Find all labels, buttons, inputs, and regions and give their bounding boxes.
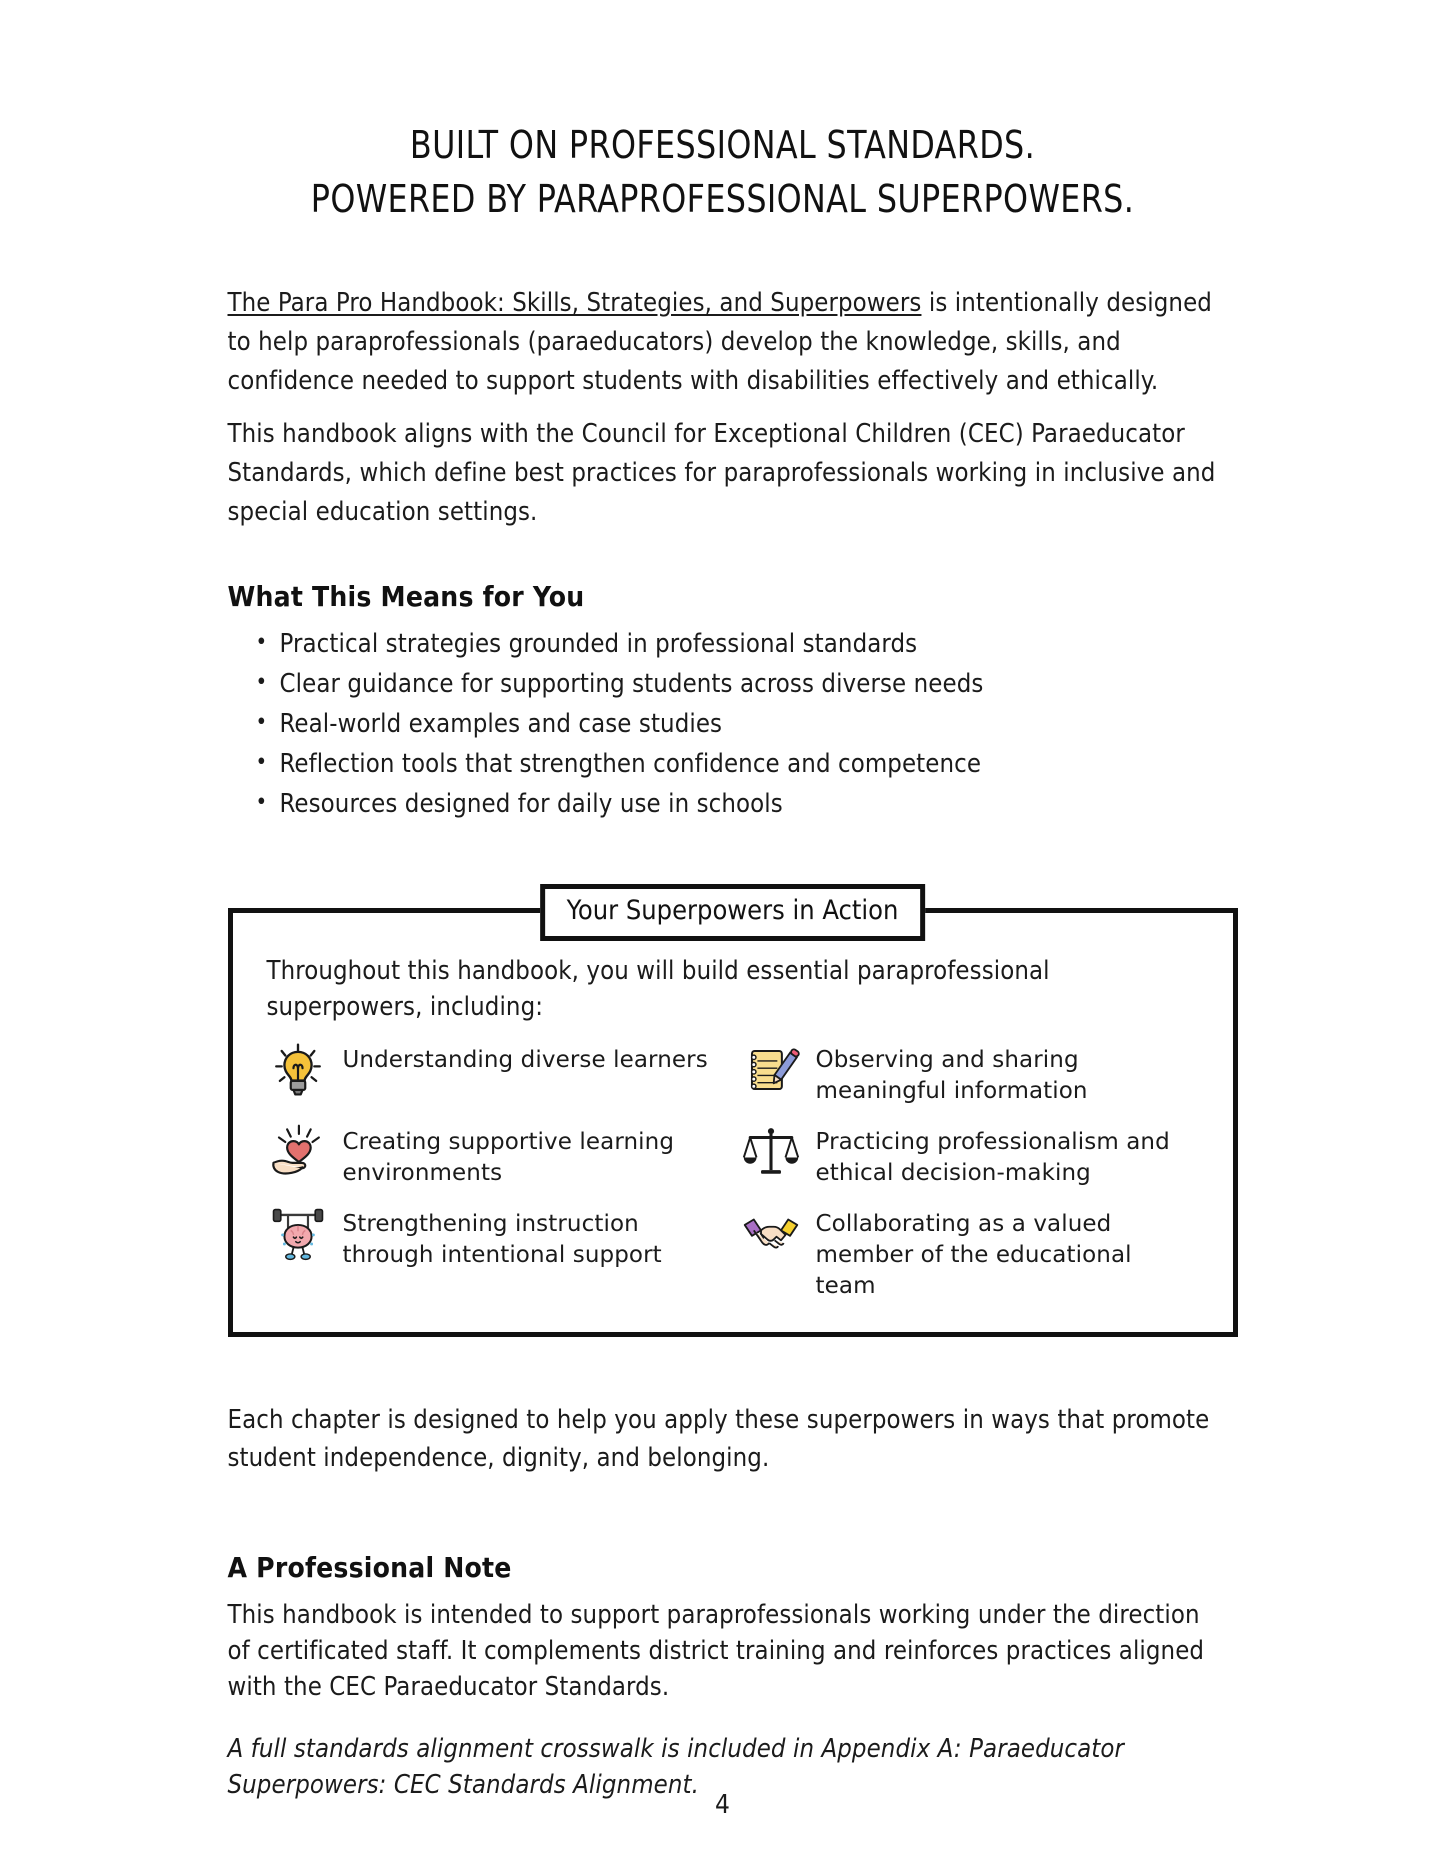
heart-hand-icon — [267, 1121, 329, 1183]
list-item: • Real-world examples and case studies — [280, 706, 1228, 742]
handshake-icon — [740, 1203, 802, 1265]
intro-paragraph-2: This handbook aligns with the Council for Exceptional Children (CEC) Paraeducator Standards, which define best practices for paraprofessionals working in inclusive and special education settings. — [227, 419, 1216, 527]
superpower-label: Understanding diverse learners — [342, 1047, 708, 1073]
intro-paragraph-1 — [228, 284, 1228, 401]
superpowers-callout — [228, 895, 1238, 1337]
superpower-item — [267, 1203, 726, 1302]
superpower-item — [267, 1121, 726, 1193]
appendix-italic-note: A full standards alignment crosswalk is included in Appendix A: Paraeducator Superpowers: CEC Standards Alignment. — [227, 1734, 1125, 1800]
lightbulb-icon — [267, 1039, 329, 1101]
superpower-item — [267, 1039, 726, 1111]
list-item: • Reflection tools that strengthen confidence and competence — [280, 746, 1228, 782]
balance-scale-icon — [740, 1121, 802, 1183]
callout-intro-text: Throughout this handbook, you will build essential paraprofessional superpowers, including: — [266, 956, 1050, 1022]
intro-paragraph-1-rest: is intentionally designed to help paraprofessionals (paraeducators) develop the knowledge, skills, and confidence needed to support students with disabilities effectively and ethically. — [227, 288, 1212, 396]
superpower-label: Observing and sharing meaningful information — [815, 1047, 1088, 1104]
brain-barbell-icon — [267, 1203, 329, 1265]
professional-note-paragraph: This handbook is intended to support paraprofessionals working under the direction of certificated staff. It complements district training and reinforces practices aligned with the CEC Paraeducator Standards. — [227, 1600, 1205, 1702]
superpower-label: Collaborating as a valued member of the educational team — [815, 1211, 1132, 1299]
list-item: • Resources designed for daily use in schools — [280, 786, 1228, 822]
page-number: 4 — [715, 1790, 730, 1820]
heading-professional-note: A Professional Note — [227, 1551, 512, 1584]
superpowers-grid — [267, 1039, 1199, 1302]
superpower-label: Strengthening instruction through intentional support — [342, 1211, 662, 1268]
heading-what-this-means: What This Means for You — [227, 580, 585, 613]
means-bullet-list — [228, 626, 1228, 822]
closing-section — [228, 1401, 1228, 1477]
callout-body — [228, 908, 1238, 1337]
notepad-pencil-icon — [740, 1039, 802, 1101]
closing-paragraph: Each chapter is designed to help you apply these superpowers in ways that promote student independence, dignity, and belonging. — [227, 1405, 1210, 1473]
list-item: • Clear guidance for supporting students across diverse needs — [280, 666, 1228, 702]
document-content — [218, 284, 1228, 1803]
callout-title-badge: Your Superpowers in Action — [540, 884, 926, 941]
title-line-2: POWERED BY PARAPROFESSIONAL SUPERPOWERS. — [310, 177, 1135, 221]
superpower-label: Creating supportive learning environments — [342, 1129, 675, 1186]
handbook-title-underlined: The Para Pro Handbook: Skills, Strategies, and Superpowers — [227, 288, 922, 318]
superpower-label: Practicing professionalism and ethical decision-making — [815, 1129, 1170, 1186]
superpower-item — [740, 1203, 1199, 1302]
superpower-item — [740, 1039, 1199, 1111]
list-item: • Practical strategies grounded in professional standards — [280, 626, 1228, 662]
title-line-1: BUILT ON PROFESSIONAL STANDARDS. — [409, 123, 1036, 167]
page-title — [0, 118, 1445, 226]
superpower-item — [740, 1121, 1199, 1193]
